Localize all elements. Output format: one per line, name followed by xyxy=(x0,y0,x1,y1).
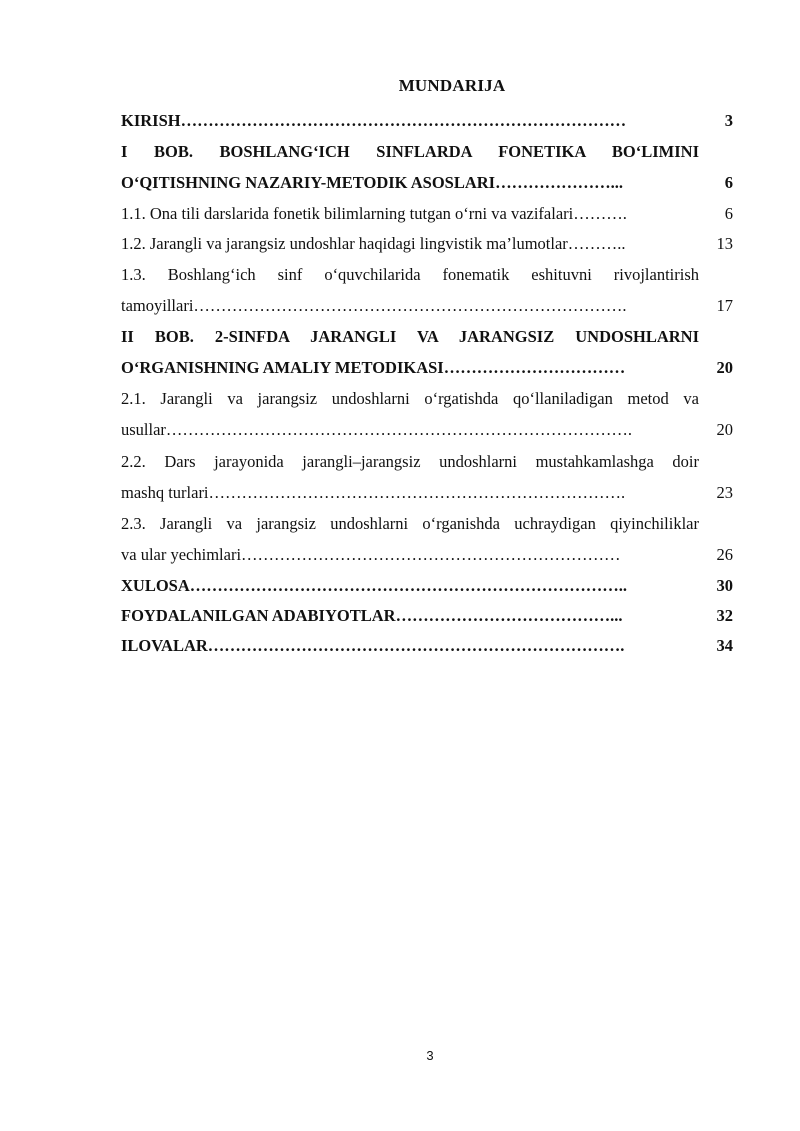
toc-entry-kirish xyxy=(121,105,733,136)
toc-chapter-1-line-2 xyxy=(121,167,733,198)
toc-entry-text: 1.1. Ona tili darslarida fonetik bilimlarning tutgan o‘rni va vazifalari………. xyxy=(121,204,627,223)
toc-section-2-3-line-2 xyxy=(121,539,733,570)
toc-entry-references xyxy=(121,600,733,631)
toc-entry-text: O‘RGANISHNING AMALIY METODIKASI…………………………… xyxy=(121,358,626,377)
toc-entry-page: 23 xyxy=(716,483,733,502)
toc-chapter-1-line-1 xyxy=(121,136,733,167)
toc-entry-text: I BOB. BOSHLANG‘ICH SINFLARDA FONETIKA BO‘LIMINI xyxy=(121,142,699,161)
toc-entry-page: 20 xyxy=(716,358,733,377)
toc-chapter-2-line-2 xyxy=(121,352,733,383)
toc-section-2-1-line-1 xyxy=(121,383,733,414)
toc-entry-text: II BOB. 2-SINFDA JARANGLI VA JARANGSIZ UNDOSHLARNI xyxy=(121,327,699,346)
toc-entry-text: ILOVALAR…………………………………………………………………. xyxy=(121,636,625,655)
toc-entry-text: O‘QITISHNING NAZARIY-METODIK ASOSLARI…………………... xyxy=(121,173,623,192)
toc-section-1-3-line-2 xyxy=(121,290,733,321)
toc-entry-page: 30 xyxy=(716,576,733,595)
toc-entry-text: KIRISH……………………………………………………………………… xyxy=(121,111,627,130)
toc-section-1-2 xyxy=(121,228,733,259)
toc-entry-text: 1.3. Boshlang‘ich sinf o‘quvchilarida fonematik eshituvni rivojlantirish xyxy=(121,265,699,284)
toc-section-2-2-line-2 xyxy=(121,477,733,508)
toc-section-2-2-line-1 xyxy=(121,446,733,477)
toc-section-1-3-line-1 xyxy=(121,259,733,290)
toc-entry-text: tamoyillari……………………………………………………………………. xyxy=(121,296,627,315)
toc-entry-page: 17 xyxy=(716,296,733,315)
toc-entry-page: 13 xyxy=(716,234,733,253)
toc-title: MUNDARIJA xyxy=(398,76,506,95)
toc-entry-page: 6 xyxy=(724,204,733,223)
page-number: 3 xyxy=(426,1048,434,1063)
toc-entry-text: 1.2. Jarangli va jarangsiz undoshlar haqidagi lingvistik ma’lumotlar……….. xyxy=(121,234,626,253)
toc-entry-page: 6 xyxy=(724,173,733,192)
toc-entry-text: va ular yechimlari…………………………………………………………… xyxy=(121,545,621,564)
toc-entry-appendices xyxy=(121,630,733,661)
toc-entry-text: FOYDALANILGAN ADABIYOTLAR…………………………………... xyxy=(121,606,623,625)
toc-section-2-3-line-1 xyxy=(121,508,733,539)
toc-entry-text: 2.2. Dars jarayonida jarangli–jarangsiz undoshlarni mustahkamlashga doir xyxy=(121,452,699,471)
toc-section-2-1-line-2 xyxy=(121,414,733,445)
toc-entry-xulosa xyxy=(121,570,733,601)
toc-entry-text: 2.1. Jarangli va jarangsiz undoshlarni o‘rgatishda qo‘llaniladigan metod va xyxy=(121,389,699,408)
toc-entry-text: mashq turlari…………………………………………………………………. xyxy=(121,483,626,502)
toc-entry-page: 34 xyxy=(716,636,733,655)
toc-entry-page: 32 xyxy=(716,606,733,625)
toc-chapter-2-line-1 xyxy=(121,321,733,352)
toc-entry-page: 20 xyxy=(716,420,733,439)
toc-entry-text: XULOSA…………………………………………………………………….. xyxy=(121,576,628,595)
toc-entry-page: 3 xyxy=(724,111,733,130)
toc-entry-text: usullar…………………………………………………………………………. xyxy=(121,420,633,439)
toc-entry-text: 2.3. Jarangli va jarangsiz undoshlarni o‘rganishda uchraydigan qiyinchiliklar xyxy=(121,514,699,533)
toc-section-1-1 xyxy=(121,198,733,229)
toc-entry-page: 26 xyxy=(716,545,733,564)
